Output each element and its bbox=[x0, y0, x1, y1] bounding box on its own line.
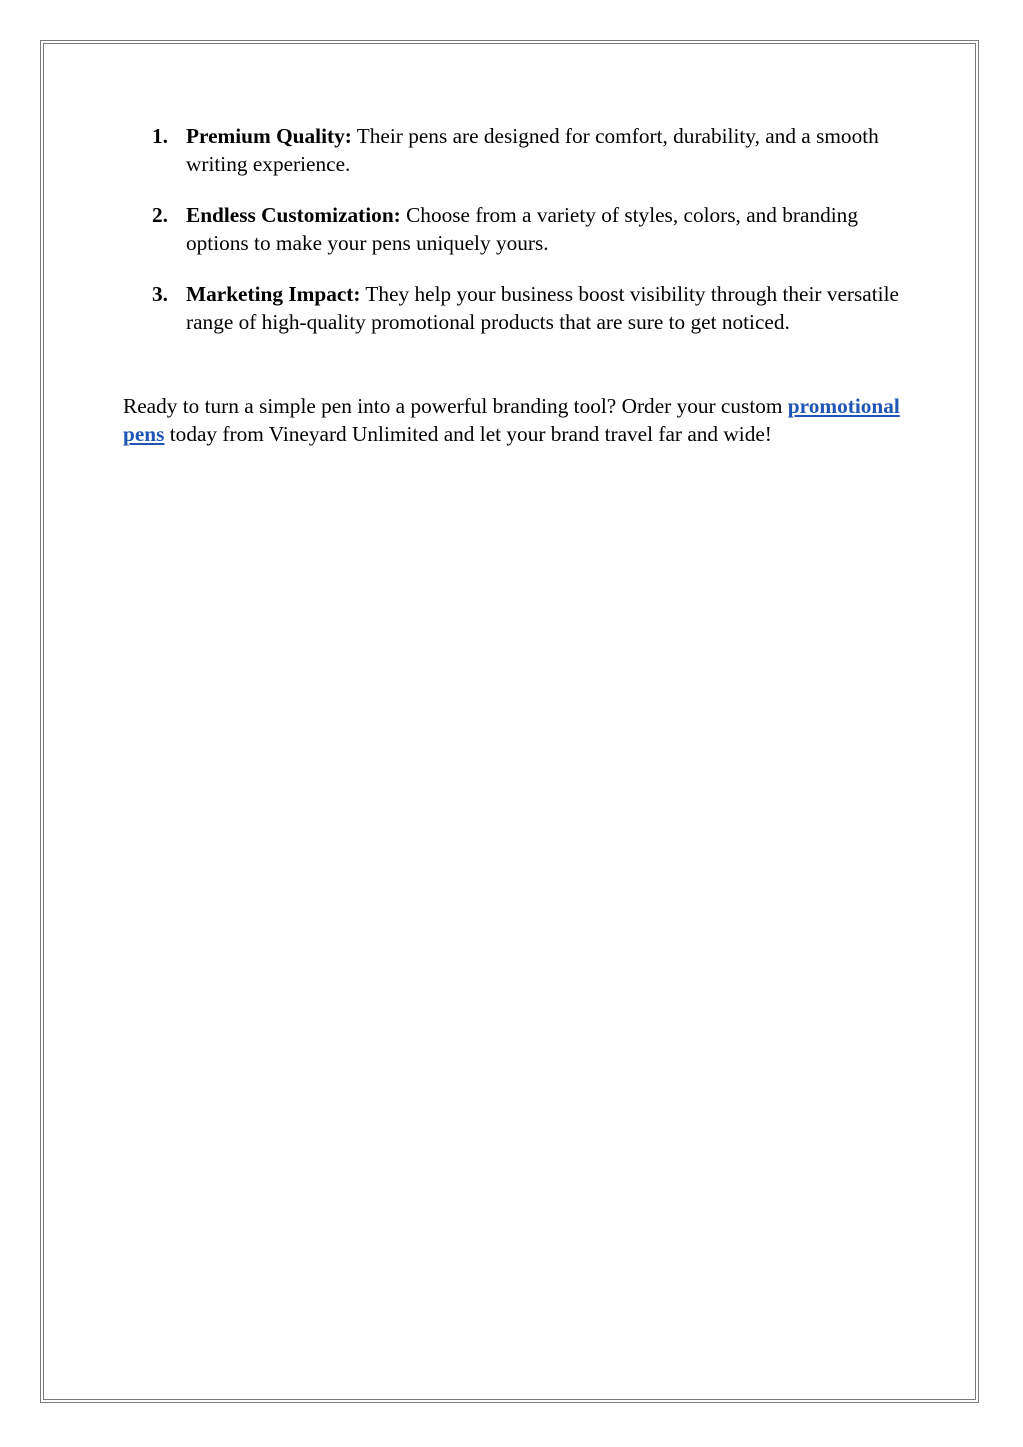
list-item-premium-quality bbox=[152, 122, 912, 178]
closing-text-after-link: today from Vineyard Unlimited and let your brand travel far and wide! bbox=[164, 422, 772, 446]
list-item-title: Endless Customization: bbox=[186, 203, 401, 227]
list-item-text: Choose from a variety of styles, colors, and branding options to make your pens uniquely yours. bbox=[186, 203, 858, 255]
numbered-list bbox=[152, 122, 912, 359]
list-item-text: They help your business boost visibility through their versatile range of high-quality promotional products that are sure to get noticed. bbox=[186, 282, 899, 334]
closing-text-before-link: Ready to turn a simple pen into a powerful branding tool? Order your custom bbox=[123, 394, 788, 418]
list-number: 1. bbox=[152, 124, 168, 148]
closing-paragraph bbox=[123, 392, 903, 448]
list-item-title: Premium Quality: bbox=[186, 124, 352, 148]
list-number: 2. bbox=[152, 203, 168, 227]
list-item-title: Marketing Impact: bbox=[186, 282, 361, 306]
list-item-text: Their pens are designed for comfort, durability, and a smooth writing experience. bbox=[186, 124, 879, 176]
list-item-endless-customization bbox=[152, 201, 912, 257]
list-item-marketing-impact bbox=[152, 280, 912, 336]
list-number: 3. bbox=[152, 282, 168, 306]
promotional-pens-link[interactable]: promotional pens bbox=[123, 394, 900, 446]
